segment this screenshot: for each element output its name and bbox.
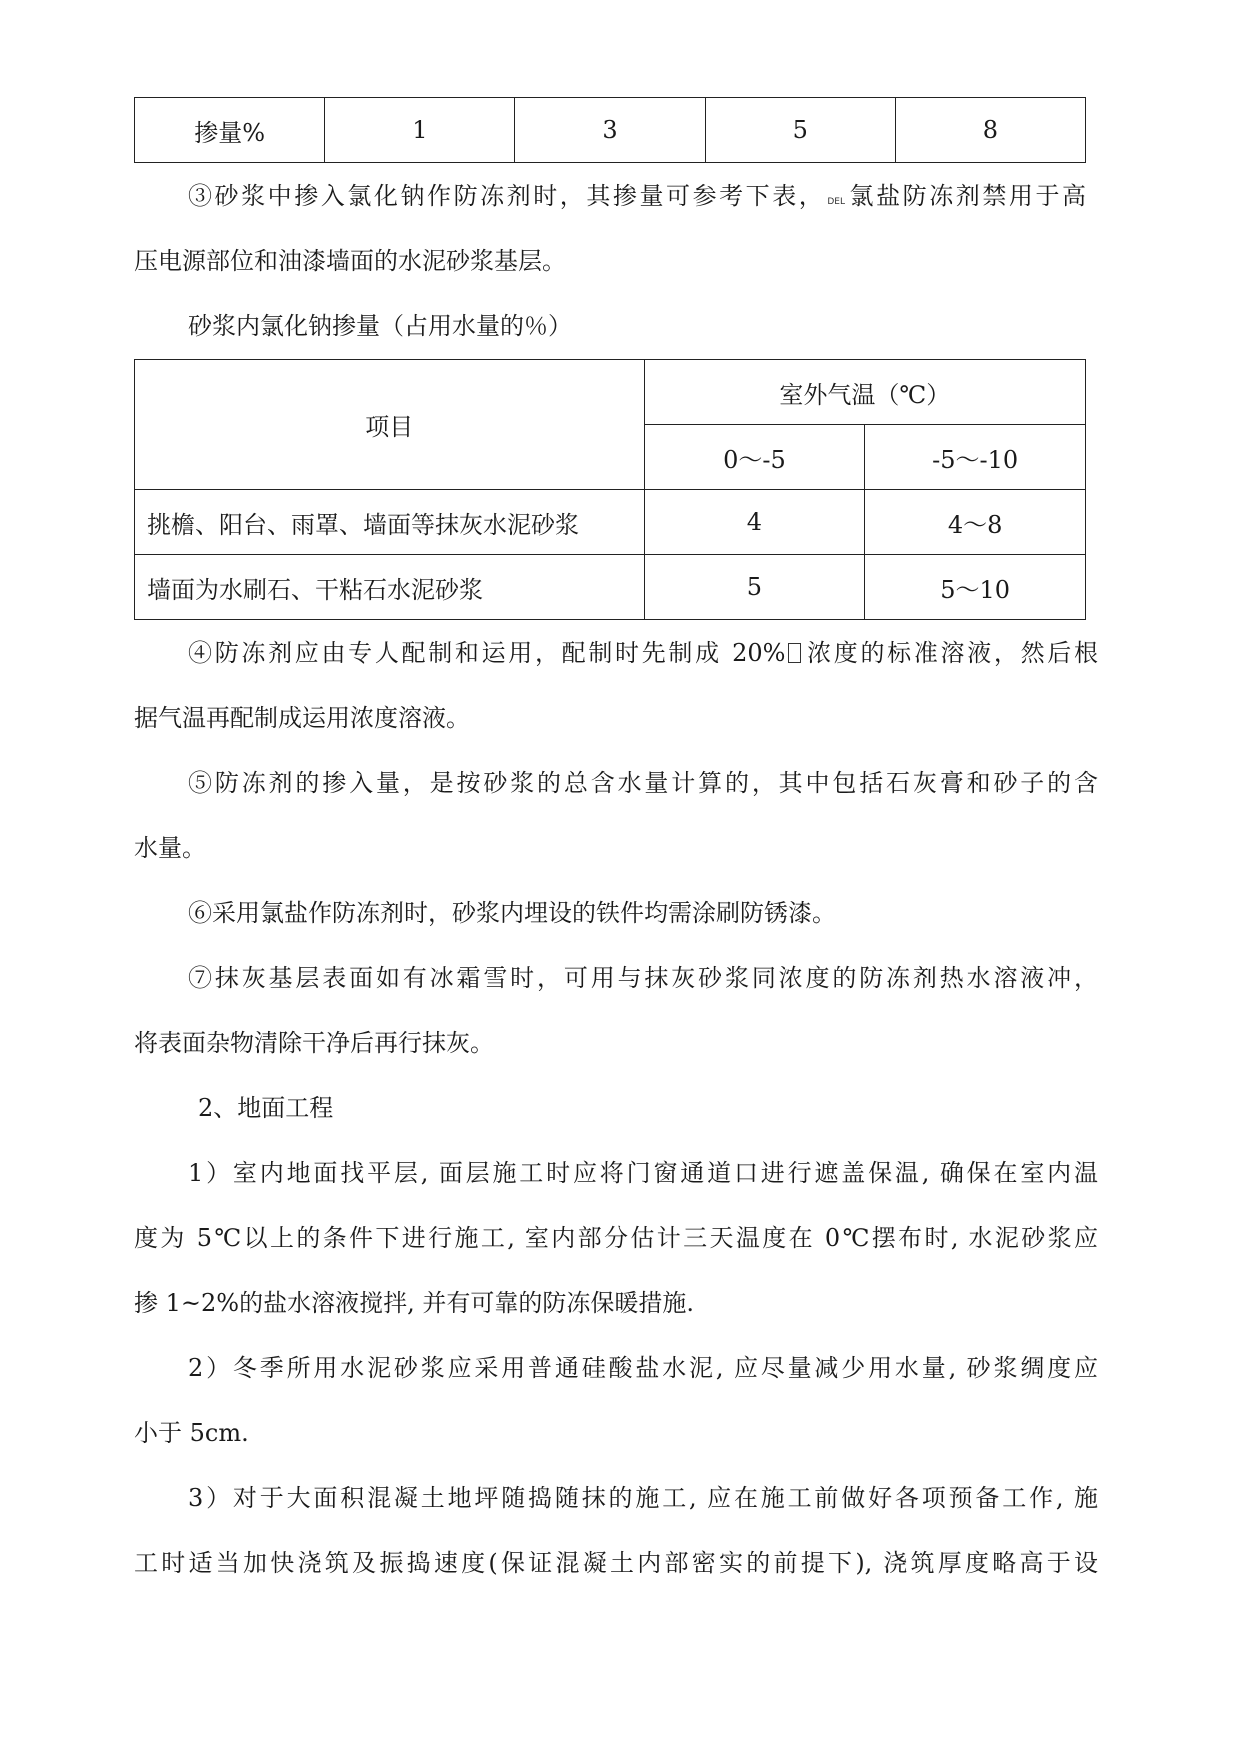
- table-cell: 1: [325, 98, 515, 163]
- row-label: 挑檐、阳台、雨罩、墙面等抹灰水泥砂浆: [135, 490, 645, 555]
- table-cell: 8: [895, 98, 1085, 163]
- text-span: ④防冻剂应由专人配制和运用，配制时先制成 20%: [188, 639, 786, 667]
- table-cell: 4: [644, 490, 865, 555]
- placeholder-box-icon: [788, 643, 801, 663]
- text-span: 氯盐防冻剂禁用于高: [847, 182, 1086, 210]
- table-caption: 砂浆内氯化钠掺量（占用水量的％）: [188, 312, 572, 340]
- paragraph-line: 水量。: [134, 834, 206, 862]
- sodium-chloride-table: [134, 359, 1086, 620]
- dosage-table: [134, 97, 1086, 163]
- table-cell-label: 掺量%: [135, 98, 325, 163]
- paragraph-line: 2）冬季所用水泥砂浆应采用普通硅酸盐水泥, 应尽量减少用水量, 砂浆绸度应: [188, 1354, 1098, 1382]
- paragraph-line: 掺 1~2%的盐水溶液搅拌, 并有可靠的防冻保暖措施.: [134, 1289, 694, 1317]
- table-cell: 3: [515, 98, 705, 163]
- section-heading: 2、地面工程: [198, 1094, 334, 1122]
- paragraph-line: 将表面杂物清除干净后再行抹灰。: [134, 1029, 494, 1057]
- table-cell: 4～8: [865, 490, 1086, 555]
- paragraph-line: ⑦抹灰基层表面如有冰霜雪时，可用与抹灰砂浆同浓度的防冻剂热水溶液冲，: [188, 964, 1098, 992]
- paragraph-line: 3）对于大面积混凝土地坪随捣随抹的施工, 应在施工前做好各项预备工作, 施: [188, 1484, 1098, 1512]
- table-row: [135, 98, 1086, 163]
- paragraph-line: 1）室内地面找平层, 面层施工时应将门窗通道口进行遮盖保温, 确保在室内温: [188, 1159, 1098, 1187]
- paragraph-line: [188, 637, 1098, 669]
- del-mark: DEL: [827, 197, 845, 207]
- paragraph-line: ⑥采用氯盐作防冻剂时，砂浆内埋设的铁件均需涂刷防锈漆。: [188, 899, 836, 927]
- table-cell: 5～10: [865, 555, 1086, 620]
- paragraph-line: 据气温再配制成运用浓度溶液。: [134, 704, 470, 732]
- header-range-2: -5～-10: [865, 425, 1086, 490]
- paragraph-line: 小于 5cm.: [134, 1419, 249, 1447]
- text-span: ③砂浆中掺入氯化钠作防冻剂时，其掺量可参考下表，: [188, 182, 826, 210]
- text-span: 浓度的标准溶液，然后根: [804, 639, 1098, 667]
- paragraph-line: [188, 180, 1086, 212]
- paragraph-line: ⑤防冻剂的掺入量，是按砂浆的总含水量计算的，其中包括石灰膏和砂子的含: [188, 769, 1098, 797]
- header-item: 项目: [135, 360, 645, 490]
- table-cell: 5: [644, 555, 865, 620]
- row-label: 墙面为水刷石、干粘石水泥砂浆: [135, 555, 645, 620]
- header-range-1: 0～-5: [644, 425, 865, 490]
- paragraph-line: 压电源部位和油漆墙面的水泥砂浆基层。: [134, 247, 566, 275]
- paragraph-line: 工时适当加快浇筑及振捣速度(保证混凝土内部密实的前提下), 浇筑厚度略高于设: [134, 1549, 1098, 1577]
- header-temperature: 室外气温（℃）: [644, 360, 1085, 425]
- paragraph-line: 度为 5℃以上的条件下进行施工, 室内部分估计三天温度在 0℃摆布时, 水泥砂浆应: [134, 1224, 1098, 1252]
- table-cell: 5: [705, 98, 895, 163]
- table-row: [135, 555, 1086, 620]
- table-header-row: [135, 360, 1086, 425]
- table-row: [135, 490, 1086, 555]
